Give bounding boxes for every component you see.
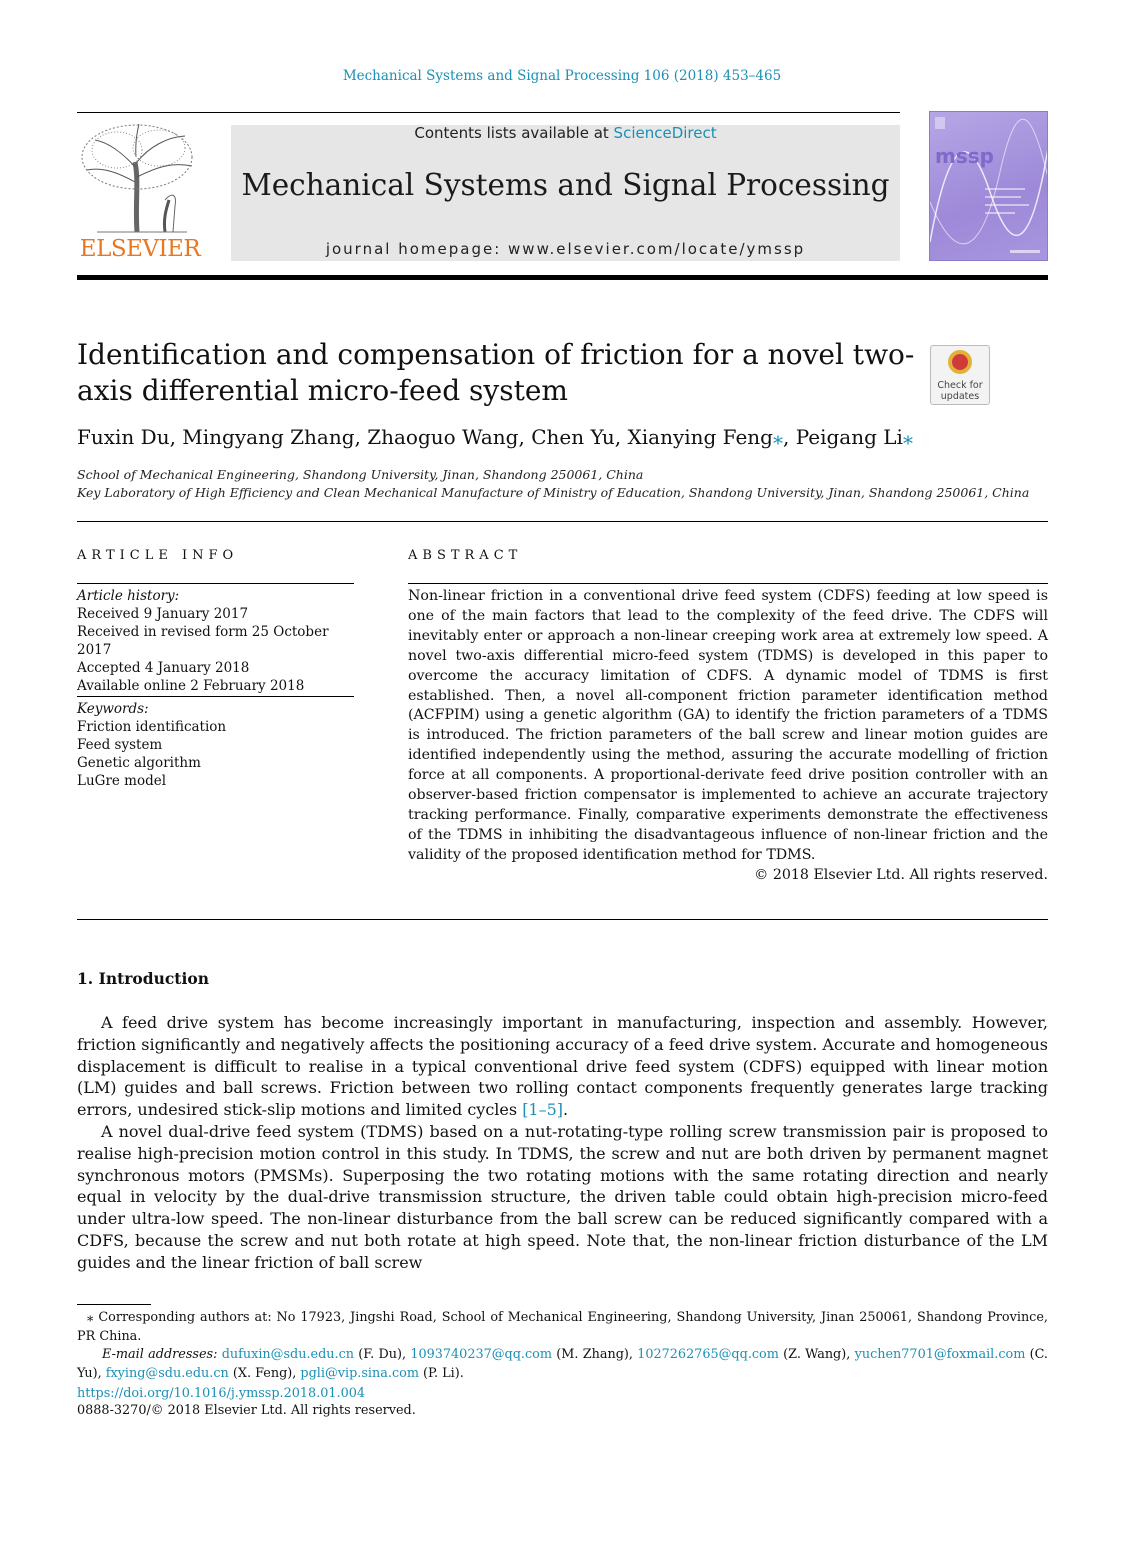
email-link[interactable]: fxying@sdu.edu.cn (105, 1365, 229, 1381)
abstract-text: Non-linear friction in a conventional drive feed system (CDFS) feeding at low speed is one of the main factors that lead to the complexity of the feed drive. The CDFS will inevitably enter or approach a non-linear creeping work area at extremely low speed. A novel two-axis differential micro-feed system (TDMS) is developed in this paper to overcome the accuracy limitation of CDFS. A dynamic model of TDMS is first established. Then, a novel all-component friction parameter identification method (ACFPIM) using a genetic algorithm (GA) to identify the friction parameters of a TDMS is introduced. The friction parameters of the ball screw and linear motion guides are identified independently using the method, assuring the accurate modelling of friction force at all components. A proportional-derivate feed drive position controller with an observer-based friction compensator is implemented to achieve an accurate trajectory tracking performance. Finally, comparative experiments demonstrate the effectiveness of the TDMS in inhibiting the disadvantageous influence of non-linear friction and the validity of the proposed identification method for TDMS. (408, 588, 1048, 863)
journal-citation-link[interactable]: Mechanical Systems and Signal Processing 106 (2018) 453–465 (342, 68, 782, 84)
history-item: Accepted 4 January 2018 (77, 660, 250, 676)
email-label: E-mail addresses: (102, 1347, 218, 1362)
elsevier-logo (77, 122, 203, 262)
history-item: Received in revised form 25 October 2017 (77, 624, 329, 658)
author-list (77, 425, 1037, 449)
email-owner: (Z. Wang), (778, 1347, 855, 1362)
authors-last: , Peigang Li (783, 425, 903, 449)
check-for-updates-label (931, 380, 989, 402)
paragraph-text: A feed drive system has become increasingly important in manufacturing, inspection and assembly. However, friction significantly and negatively affects the positioning accuracy of a feed drive system. Accurate and homogeneous displacement is difficult to realise in a typical conventional drive feed system (CDFS) equipped with linear motion (LM) guides and ball screws. Friction between two rolling contact components frequently generates large tracking errors, undesired stick-slip motions and limited cycles (77, 1013, 1048, 1120)
email-link[interactable]: 1027262765@qq.com (637, 1347, 779, 1362)
doi-link[interactable]: https://doi.org/10.1016/j.ymssp.2018.01.004 (77, 1386, 366, 1401)
email-link[interactable]: 1093740237@qq.com (410, 1347, 552, 1362)
authors-main: Fuxin Du, Mingyang Zhang, Zhaoguo Wang, Chen Yu, Xianying Feng (77, 425, 773, 449)
keywords (77, 700, 354, 790)
email-owner: (C. Yu), (77, 1347, 1049, 1381)
history-item: Available online 2 February 2018 (77, 678, 305, 694)
section-heading: 1. Introduction (77, 969, 209, 988)
footnote (77, 1309, 1048, 1383)
cover-journal-abbrev: mssp (935, 144, 994, 168)
article-history-label: Article history: (77, 588, 180, 604)
introduction-body (77, 1012, 1048, 1274)
header-thick-rule (77, 275, 1048, 280)
issn-line: 0888-3270/© 2018 Elsevier Ltd. All rights reserved. (77, 1403, 416, 1418)
journal-homepage[interactable]: journal homepage: www.elsevier.com/locate/ymssp (325, 240, 806, 258)
history-item: Received 9 January 2017 (77, 606, 249, 622)
divider (77, 919, 1048, 920)
email-list (77, 1346, 1048, 1383)
paragraph (77, 1012, 1048, 1121)
affiliation: Key Laboratory of High Efficiency and Clean Mechanical Manufacture of Ministry of Education, Shandong University, Jinan, Shandong 250061, China (77, 485, 1030, 500)
abstract-copyright: © 2018 Elsevier Ltd. All rights reserved. (754, 867, 1048, 883)
paragraph: A novel dual-drive feed system (TDMS) based on a nut-rotating-type rolling screw transmission pair is proposed to realise high-precision motion control in this study. In TDMS, the screw and nut are both driven by permanent magnet synchronous motors (PMSMs). Superposing the two rotating motions with the same rotating direction and nearly equal in velocity by the dual-drive transmission structure, the driven table could obtain high-precision micro-feed under ultra-low speed. The non-linear disturbance from the ball screw can be reduced significantly compared with a CDFS, because the screw and nut both rotate at high speed. Note that, the non-linear friction disturbance of the LM guides and the linear friction of ball screw (77, 1121, 1048, 1272)
elsevier-wordmark: ELSEVIER (79, 236, 201, 262)
article-info-heading: ARTICLE INFO (77, 548, 239, 563)
footnote-text: Corresponding authors at: No 17923, Jingshi Road, School of Mechanical Engineering, Shandong University, Jinan 250061, Shandong Province, PR China. (77, 1310, 1048, 1344)
article-history (77, 587, 354, 695)
tree-logo-icon (77, 122, 203, 234)
journal-title: Mechanical Systems and Signal Processing (241, 168, 890, 202)
email-link[interactable]: yuchen7701@foxmail.com (854, 1347, 1026, 1362)
journal-cover-image (929, 111, 1048, 261)
email-owner: (P. Li). (418, 1365, 464, 1381)
keyword-item: LuGre model (77, 773, 167, 789)
keyword-item: Genetic algorithm (77, 755, 201, 771)
footnote-rule (77, 1304, 151, 1305)
email-owner: (X. Feng), (228, 1365, 301, 1381)
check-for-updates-button[interactable] (930, 345, 990, 405)
paragraph-end: . (563, 1100, 569, 1120)
cover-decoration-icon (930, 112, 1048, 261)
email-owner: (M. Zhang), (552, 1347, 638, 1362)
footnote-mark: ⁎ (87, 1310, 94, 1325)
citation-link[interactable]: [1–5] (522, 1100, 564, 1120)
contents-prefix: Contents lists available at (414, 124, 614, 142)
bookmark-icon (948, 350, 972, 374)
check-for-updates-line2: updates (940, 391, 980, 402)
check-for-updates-line1: Check for (937, 380, 983, 391)
divider (77, 583, 354, 584)
article-title: Identification and compensation of friction for a novel two-axis differential micro-feed system (77, 338, 915, 407)
keyword-item: Feed system (77, 737, 163, 753)
keywords-label: Keywords: (77, 701, 149, 717)
email-link[interactable]: pgli@vip.sina.com (300, 1365, 419, 1381)
sciencedirect-link[interactable]: ScienceDirect (613, 124, 717, 142)
corresponding-note (77, 1309, 1048, 1346)
email-owner: (F. Du), (354, 1347, 411, 1362)
affiliation: School of Mechanical Engineering, Shandong University, Jinan, Shandong 250061, China (77, 467, 644, 482)
keyword-item: Friction identification (77, 719, 227, 735)
contents-line (231, 124, 900, 142)
divider (408, 583, 1048, 584)
corresponding-author-star[interactable]: ⁎ (773, 425, 783, 449)
header-top-rule (77, 112, 900, 113)
divider (77, 696, 354, 697)
email-link[interactable]: dufuxin@sdu.edu.cn (221, 1347, 355, 1362)
corresponding-author-star[interactable]: ⁎ (902, 425, 913, 449)
abstract-heading: ABSTRACT (408, 548, 523, 563)
divider (77, 521, 1048, 522)
